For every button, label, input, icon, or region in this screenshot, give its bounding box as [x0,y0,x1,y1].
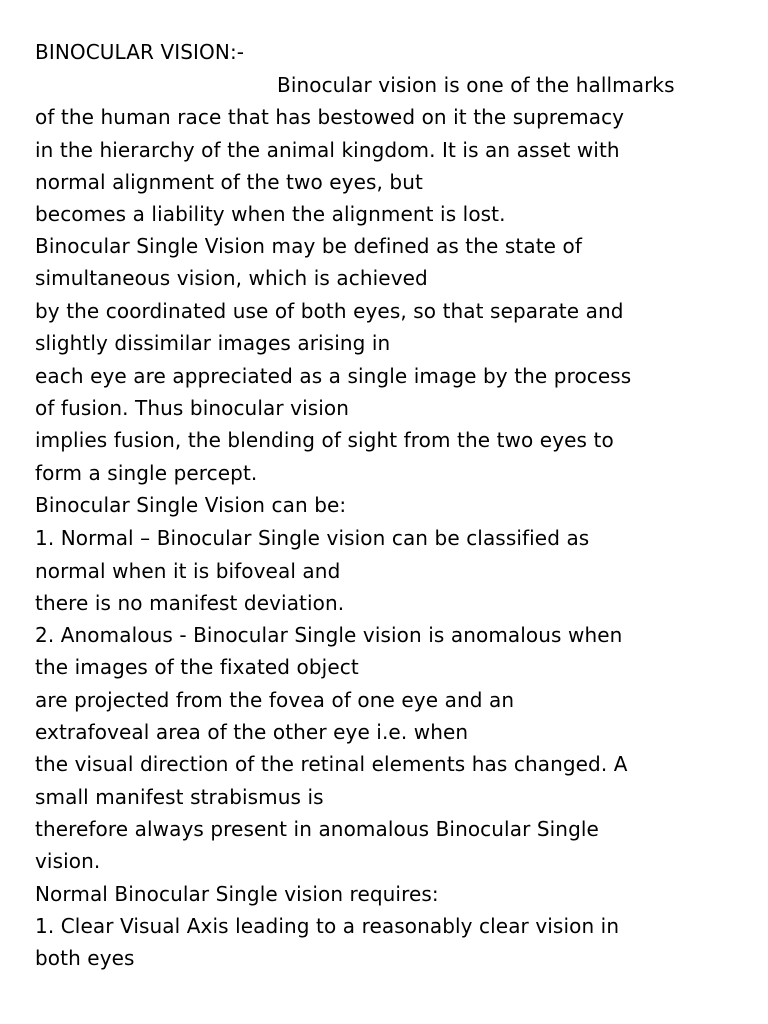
text-line: becomes a liability when the alignment is lost. [35,202,506,226]
text-line: normal alignment of the two eyes, but [35,170,423,194]
text-line: by the coordinated use of both eyes, so that separate and [35,299,624,323]
text-line: both eyes [35,946,135,970]
text-line: Normal Binocular Single vision requires: [35,882,439,906]
text-line: implies fusion, the blending of sight from the two eyes to [35,428,614,452]
text-line: therefore always present in anomalous Binocular Single [35,817,599,841]
text-line: in the hierarchy of the animal kingdom. It is an asset with [35,138,620,162]
text-line: Binocular vision is one of the hallmarks [277,73,675,97]
text-line: each eye are appreciated as a single image by the process [35,364,632,388]
text-line: 2. Anomalous - Binocular Single vision is anomalous when [35,623,623,647]
text-line: 1. Normal – Binocular Single vision can be classified as [35,526,590,550]
text-line: of the human race that has bestowed on it the supremacy [35,105,625,129]
text-line: Binocular Single Vision may be defined as the state of [35,234,582,258]
text-line: simultaneous vision, which is achieved [35,266,428,290]
text-line: of fusion. Thus binocular vision [35,396,350,420]
text-line: Binocular Single Vision can be: [35,493,347,517]
text-line: form a single percept. [35,461,258,485]
text-line: normal when it is bifoveal and [35,559,341,583]
text-line: are projected from the fovea of one eye and an [35,688,515,712]
text-line: 1. Clear Visual Axis leading to a reasonably clear vision in [35,914,620,938]
document-heading: BINOCULAR VISION:- [35,40,245,64]
text-line: the images of the fixated object [35,655,359,679]
text-line: vision. [35,849,101,873]
text-line: small manifest strabismus is [35,785,324,809]
text-line: the visual direction of the retinal elements has changed. A [35,752,628,776]
text-line: there is no manifest deviation. [35,591,345,615]
text-line: extrafoveal area of the other eye i.e. when [35,720,469,744]
text-line: slightly dissimilar images arising in [35,331,391,355]
